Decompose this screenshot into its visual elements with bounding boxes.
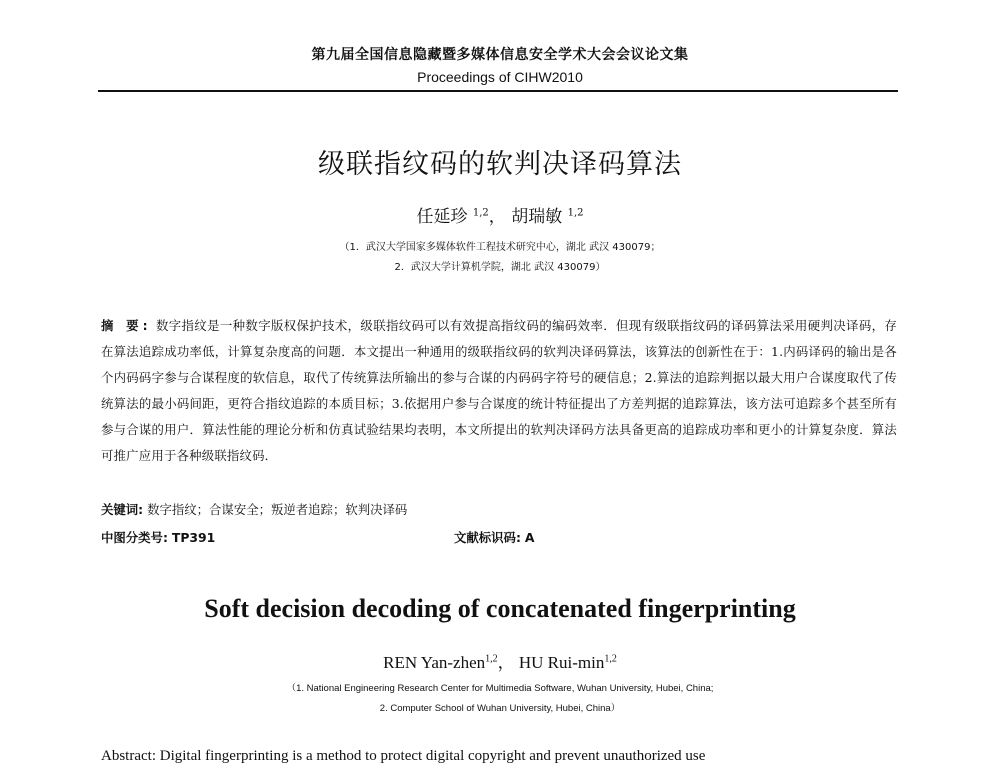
- abstract-label: 摘 要:: [101, 318, 152, 333]
- clc-value: TP391: [171, 530, 216, 545]
- doc-code-value: A: [524, 530, 535, 545]
- author-affiliation-mark: 1,2: [604, 653, 617, 665]
- author-affiliation-mark: 1,2: [485, 653, 498, 665]
- author-name: HU Rui-min: [518, 653, 605, 672]
- author-separator: ，: [488, 207, 506, 227]
- keywords-label: 关键词:: [101, 502, 144, 517]
- keywords-text: 数字指纹；合谋安全；叛逆者追踪；软判决译码: [147, 502, 408, 517]
- header-rule: [98, 90, 898, 92]
- doc-code-label: 文献标识码:: [454, 530, 521, 545]
- author-name: 任延珍: [416, 207, 468, 227]
- affiliation-en-2: 2. Computer School of Wuhan University, Hubei, China）: [379, 703, 621, 714]
- author-affiliation-mark: 1,2: [472, 207, 489, 219]
- clc-label: 中图分类号:: [101, 530, 168, 545]
- author-affiliation-mark: 1,2: [567, 207, 584, 219]
- affiliation-cn-1: （1．武汉大学国家多媒体软件工程技术研究中心，湖北 武汉 430079；: [339, 242, 661, 253]
- affiliation-cn-2: 2．武汉大学计算机学院，湖北 武汉 430079）: [394, 262, 606, 273]
- classification-line: [101, 528, 897, 546]
- proceedings-title-cn: 第九届全国信息隐藏暨多媒体信息安全学术大会会议论文集: [311, 47, 689, 63]
- abstract-text: 数字指纹是一种数字版权保护技术，级联指纹码可以有效提高指纹码的编码效率．但现有级联指纹码的译码算法采用硬判决译码，存在算法追踪成功率低，计算复杂度高的问题．本文提出一种通用的级联指纹码的软判决译码算法，该算法的创新性在于：1.内码译码的输出是各个内码码字参与合谋程度的软信息，取代了传统算法所输出的参与合谋的内码码字符号的硬信息；2.算法的追踪判据以最大用户合谋度取代了传统算法的最小码间距，更符合指纹追踪的本质目标；3.依据用户参与合谋度的统计特征提出了方差判据的追踪算法，该方法可追踪多个甚至所有参与合谋的用户．算法性能的理论分析和仿真试验结果均表明，本文所提出的软判决译码方法具备更高的追踪成功率和更小的计算复杂度．算法可推广应用于各种级联指纹码．: [101, 318, 897, 463]
- author-name: REN Yan-zhen: [383, 653, 486, 672]
- authors-en: [0, 648, 1000, 673]
- affiliation-en-1: （1. National Engineering Research Center for Multimedia Software, Wuhan University, Hubei, China;: [286, 683, 714, 694]
- abstract-en-partial: Abstract: Digital fingerprinting is a method to protect digital copyright and prevent unauthorized use: [101, 748, 706, 764]
- keywords-cn: [101, 500, 897, 518]
- abstract-cn: [101, 313, 897, 469]
- authors-cn: [0, 202, 1000, 227]
- proceedings-title-en: Proceedings of CIHW2010: [417, 69, 583, 85]
- author-separator: ，: [497, 653, 515, 672]
- paper-title-cn: 级联指纹码的软判决译码算法: [318, 149, 682, 180]
- paper-title-en: Soft decision decoding of concatenated fingerprinting: [204, 594, 796, 623]
- document-code: [454, 528, 534, 546]
- author-name: 胡瑞敏: [511, 207, 563, 227]
